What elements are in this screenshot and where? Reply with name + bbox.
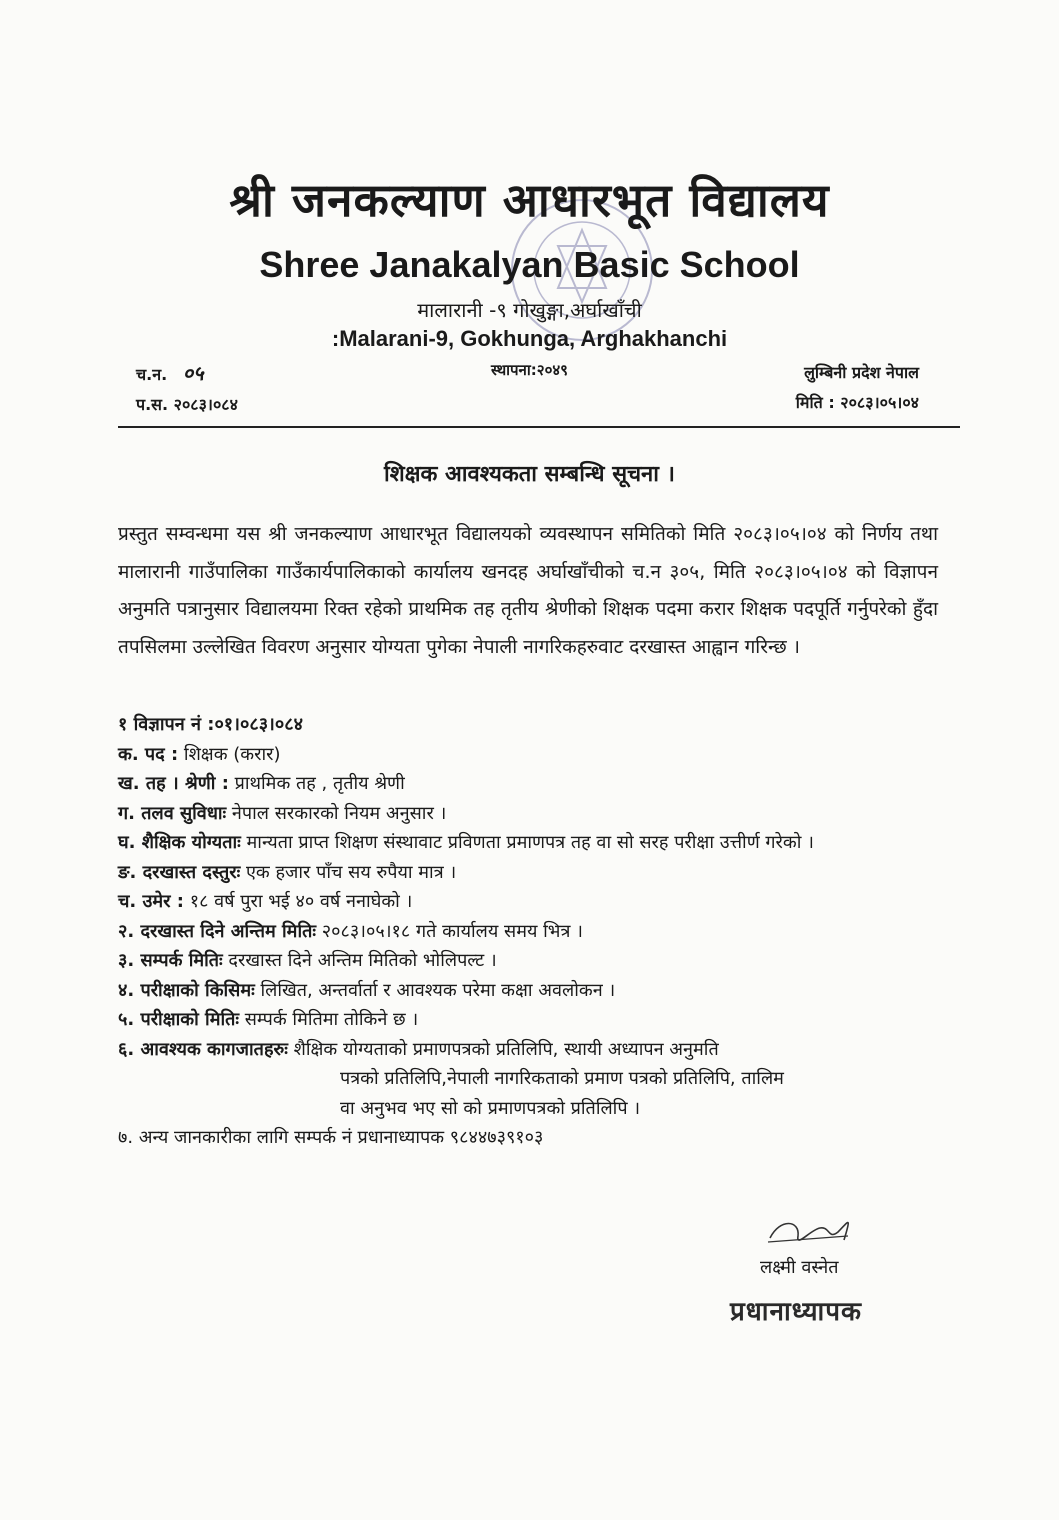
age-label: च. उमेर : <box>118 891 184 912</box>
deadline-label: २. दरखास्त दिने अन्तिम मितिः <box>118 920 317 942</box>
age <box>118 887 938 917</box>
level <box>118 769 938 799</box>
signatory-title: प्रधानाध्यापक <box>730 1297 863 1327</box>
exam-date-label: ५. परीक्षाको मितिः <box>118 1009 240 1030</box>
qualification <box>118 828 938 858</box>
deadline <box>118 917 938 947</box>
school-name-nepali: श्री जनकल्याण आधारभूत विद्यालय <box>229 173 830 227</box>
notice-subject: शिक्षक आवश्यकता सम्बन्धि सूचना । <box>384 462 675 487</box>
dispatch-number <box>136 358 238 390</box>
qualification-label: घ. शैक्षिक योग्यताः <box>118 832 241 853</box>
fiscal-year: प.स. २०८३।०८४ <box>136 395 238 414</box>
salary-label: ग. तलव सुविधाः <box>118 802 227 824</box>
other-info: ७. अन्य जानकारीका लागि सम्पर्क नं प्रधानाध्यापक ९८४४७३९१०३ <box>118 1127 544 1148</box>
exam-type-value: लिखित, अन्तर्वार्ता र आवश्यक परेमा कक्षा अवलोकन । <box>254 979 616 1001</box>
ad-number <box>118 710 938 740</box>
issue-date: मिति : २०८३।०५।०४ <box>795 393 919 412</box>
salary-value: नेपाल सरकारको नियम अनुसार । <box>226 802 447 824</box>
province-date-block <box>796 358 919 418</box>
notice-paragraph: प्रस्तुत सम्वन्धमा यस श्री जनकल्याण आधारभूत विद्यालयको व्यवस्थापन समितिको मिति २०८३।०५।०४ को निर्णय तथा मालारानी गाउँपालिका गाउँकार्यपालिकाको कार्यालय खनदह अर्घाखाँचीको च.न ३०५, मिति २०८३।०५।०४ को विज्ञापन अनुमति पत्रानुसार विद्यालयमा रिक्त रहेको प्राथमिक तह तृतीय श्रेणीको शिक्षक पदमा करार शिक्षक पदपूर्ति गर्नुपरेको हुँदा तपसिलमा उल्लेखित विवरण अनुसार योग्यता पुगेका नेपाली नागरिकहरुवाट दरखास्त आह्वान गरिन्छ । <box>118 523 938 658</box>
documents-line-1: शैक्षिक योग्यताको प्रमाणपत्रको प्रतिलिपि, स्थायी अध्यापन अनुमति <box>287 1038 719 1060</box>
contact-date <box>118 946 938 976</box>
address-nepali: मालारानी -९ गोखुङ्गा,अर्घाखाँची <box>417 298 642 322</box>
signatory-name: लक्ष्मी वस्नेत <box>760 1257 839 1278</box>
exam-date <box>118 1005 938 1035</box>
salary <box>118 799 938 829</box>
reference-block <box>136 358 238 420</box>
school-name-english: Shree Janakalyan Basic School <box>259 244 800 285</box>
age-value: १८ वर्ष पुरा भई ४० वर्ष ननाघेको । <box>184 891 413 912</box>
exam-type-label: ४. परीक्षाको किसिमः <box>118 979 255 1001</box>
level-value: प्राथमिक तह , तृतीय श्रेणी <box>228 773 405 794</box>
ad-number-value: ०१।०८३।०८४ <box>214 714 303 735</box>
exam-date-value: सम्पर्क मितिमा तोकिने छ । <box>239 1009 419 1030</box>
deadline-value: २०८३।०५।१८ गते कार्यालय समय भित्र । <box>316 920 583 942</box>
documents-line-2: पत्रको प्रतिलिपि,नेपाली नागरिकताको प्रमाण पत्रको प्रतिलिपि, तालिम <box>340 1068 784 1089</box>
fee-label: ङ. दरखास्त दस्तुरः <box>118 861 241 883</box>
contact-date-value: दरखास्त दिने अन्तिम मितिको भोलिपल्ट । <box>222 950 497 971</box>
documents <box>118 1035 938 1065</box>
post-label: क. पद : <box>118 743 179 765</box>
fee-value: एक हजार पाँच सय रुपैया मात्र । <box>240 861 457 883</box>
documents-line-3: वा अनुभव भए सो को प्रमाणपत्रको प्रतिलिपि । <box>340 1097 641 1119</box>
address-english: :Malarani-9, Gokhunga, Arghakhanchi <box>331 326 728 351</box>
contact-date-label: ३. सम्पर्क मितिः <box>118 950 223 971</box>
province: लुम्बिनी प्रदेश नेपाल <box>804 363 919 382</box>
header-divider <box>118 426 960 428</box>
level-label: ख. तह । श्रेणी : <box>118 773 229 794</box>
exam-type <box>118 976 938 1006</box>
qualification-value: मान्यता प्राप्त शिक्षण संस्थावाट प्रविणता प्रमाणपत्र तह वा सो सरह परीक्षा उत्तीर्ण गरेको । <box>240 832 814 853</box>
established-year: स्थापना:२०४९ <box>491 361 568 379</box>
ad-number-label: १ विज्ञापन नं : <box>118 714 215 735</box>
post-value: शिक्षक (करार) <box>178 743 281 765</box>
dispatch-value: ०५ <box>182 361 204 385</box>
documents-label: ६. आवश्यक कागजातहरुः <box>118 1038 288 1060</box>
fee <box>118 858 938 888</box>
details-list <box>118 710 938 1153</box>
post <box>118 740 938 770</box>
dispatch-label: च.न. <box>136 365 168 384</box>
